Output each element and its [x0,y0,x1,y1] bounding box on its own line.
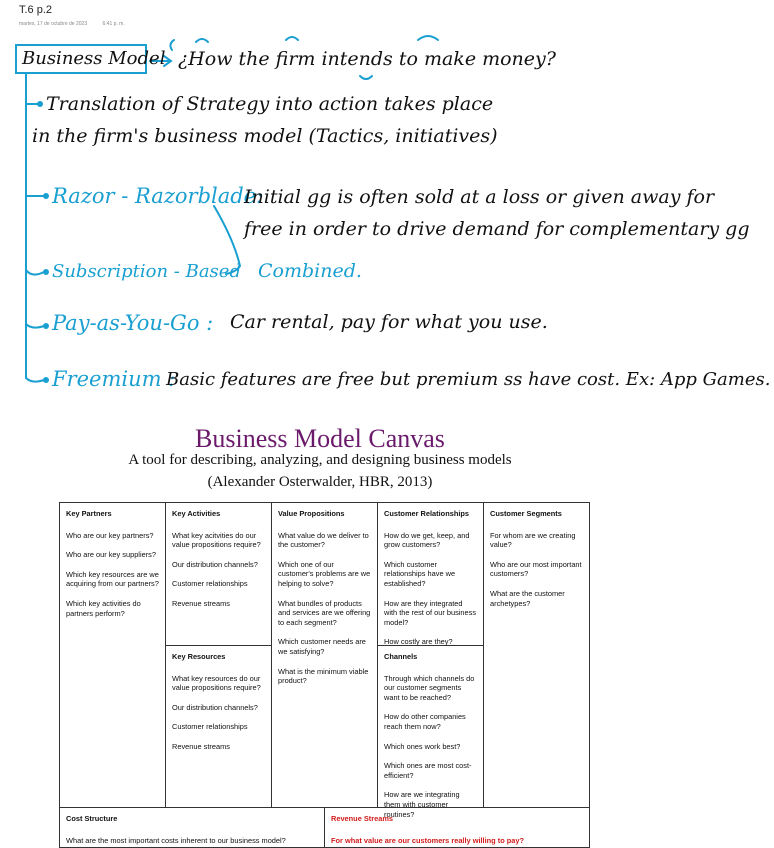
channels-heading: Channels [384,652,418,661]
underline-money [418,36,438,40]
key-partners-item: Who are our key suppliers? [66,550,156,560]
cell-channels [377,645,484,819]
value-propositions-item: Which one of our customer's problems are we helping to solve? [278,559,371,588]
key-activities-item: Customer relationships [172,579,248,589]
canvas-subtitle: A tool for describing, analyzing, and designing business models [128,452,512,468]
customer-relationships-item: How are they integrated with the rest of our business model? [384,598,477,627]
cell-key-partners [59,502,166,808]
customer-segments-item: Who are our most important customers? [490,559,582,579]
key-partners-item: Which key activities do partners perform? [66,598,141,618]
cell-cost-structure [59,807,325,848]
channels-item: Which ones are most cost-efficient? [384,761,472,780]
revenue-streams-heading: Revenue Streams [331,814,394,823]
underline-make [360,76,372,79]
razor-label: Razor - Razorblade: [52,184,264,208]
customer-relationships-item: How costly are they? [384,637,453,647]
heading-question: ¿How the firm intends to make money? [178,48,556,70]
channels-item: How are we integrating them with customer routines? [384,790,460,819]
key-resources-item: Customer relationships [172,722,248,732]
channels-item: Which ones work best? [384,741,461,751]
cost-structure-text: What are the most important costs inherent to our business model? [66,835,286,845]
canvas-title: Business Model Canvas [195,424,445,453]
key-partners-item: Who are our key partners? [66,530,154,540]
freemium-label: Freemium : [52,367,176,391]
point1-line2: in the firm's business model (Tactics, initiatives) [32,125,498,147]
subscription-label: Subscription - Based [52,261,241,282]
razor-line2: free in order to drive demand for complementary gg [244,218,750,240]
customer-relationships-heading: Customer Relationships [384,509,470,518]
branch-3 [26,270,44,275]
cell-key-activities [165,502,272,646]
payg-label: Pay-as-You-Go : [52,311,214,335]
revenue-streams-text: For what value are our customers really willing to pay? [331,835,525,845]
value-propositions-item: What value do we deliver to the customer? [278,530,369,550]
underline-how [196,39,208,42]
customer-segments-heading: Customer Segments [490,509,562,518]
customer-relationships-item: Which customer relationships have we established? [384,559,456,588]
key-resources-item: Our distribution channels? [172,702,258,712]
key-activities-item: Our distribution channels? [172,559,258,569]
value-propositions-heading: Value Propositions [278,509,345,518]
key-resources-item: Revenue streams [172,741,230,751]
cell-customer-segments [483,502,590,808]
cell-revenue-streams [324,807,590,848]
combined-label: Combined. [258,260,362,282]
customer-segments-item: What are the customer archetypes? [490,588,565,608]
customer-relationships-item: How do we get, keep, and grow customers? [384,530,470,550]
canvas-citation: (Alexander Osterwalder, HBR, 2013) [207,474,433,490]
cell-value-propositions [271,502,378,808]
underline-intends [286,37,298,40]
point1-line1: Translation of Strategy into action takes place [46,93,494,115]
cell-customer-relationships [377,502,484,646]
customer-segments-item: For whom are we creating value? [490,530,576,550]
key-activities-heading: Key Activities [172,509,221,518]
value-propositions-item: Which customer needs are we satisfying? [278,637,366,656]
razor-line1: Initial gg is often sold at a loss or given away for [244,186,715,208]
key-resources-heading: Key Resources [172,652,226,661]
note-title: T.6 p.2 [19,4,53,16]
channels-item: How do other companies reach them now? [384,712,466,731]
branch-4 [26,324,44,328]
cost-structure-heading: Cost Structure [66,814,118,823]
note-date: martes, 17 de octubre de 2023 [19,21,88,27]
payg-text: Car rental, pay for what you use. [230,311,548,333]
cell-key-resources [165,645,272,808]
freemium-text: Basic features are free but premium ss have cost. Ex: App Games. [166,369,771,390]
value-propositions-item: What bundles of products and services are we offering to each segment? [278,598,371,627]
heading-business-model: Business Model [22,48,166,69]
branch-5 [26,378,44,382]
business-model-canvas [59,502,590,848]
key-resources-item: What key resources do our value propositions require? [172,673,261,693]
value-propositions-item: What is the minimum viable product? [278,666,369,686]
note-time: 6:41 p. m. [102,21,125,27]
key-partners-item: Which key resources are we acquiring from our partners? [66,569,159,589]
bracket [170,40,174,50]
channels-item: Through which channels do our customer segments want to be reached? [384,673,475,702]
key-activities-item: What key acitvities do our value propositions require? [172,530,261,550]
key-activities-item: Revenue streams [172,598,230,608]
key-partners-heading: Key Partners [66,509,112,518]
